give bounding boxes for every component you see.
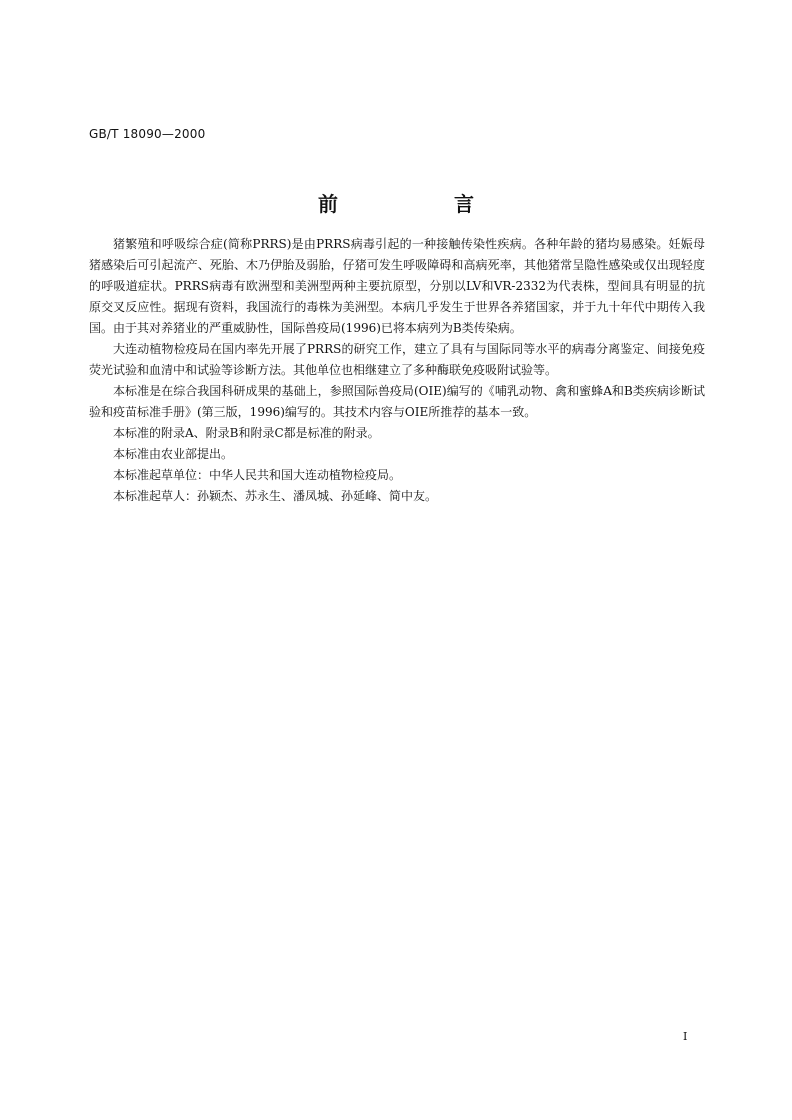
paragraph-2: 大连动植物检疫局在国内率先开展了PRRS的研究工作，建立了具有与国际同等水平的病毒分离鉴定、间接免疫荧光试验和血清中和试验等诊断方法。其他单位也相继建立了多种酶联免疫吸附试验等。: [89, 342, 705, 377]
paragraph-1: 猪繁殖和呼吸综合症(简称PRRS)是由PRRS病毒引起的一种接触传染性疾病。各种年龄的猪均易感染。妊娠母猪感染后可引起流产、死胎、木乃伊胎及弱胎，仔猪可发生呼吸障碍和高病死率，其他猪常呈隐性感染或仅出现轻度的呼吸道症状。PRRS病毒有欧洲型和美洲型两种主要抗原型，分别以LV和VR-2332为代表株，型间具有明显的抗原交叉反应性。据现有资料，我国流行的毒株为美洲型。本病几乎发生于世界各养猪国家，并于九十年代中期传入我国。由于其对养猪业的严重威胁性，国际兽疫局(1996)已将本病列为B类传染病。: [89, 237, 705, 335]
paragraph-5: 本标准由农业部提出。: [113, 447, 234, 461]
standard-code: GB/T 18090—2000: [89, 127, 206, 141]
foreword-body: [89, 234, 705, 507]
page-title: 前 言: [318, 192, 522, 216]
paragraph-6: 本标准起草单位：中华人民共和国大连动植物检疫局。: [113, 468, 402, 482]
page-number: I: [683, 1030, 688, 1043]
paragraph-3: 本标准是在综合我国科研成果的基础上，参照国际兽疫局(OIE)编写的《哺乳动物、禽和蜜蜂A和B类疾病诊断试验和疫苗标准手册》(第三版，1996)编写的。其技术内容与OIE所推荐的基本一致。: [89, 384, 705, 419]
paragraph-4: 本标准的附录A、附录B和附录C都是标准的附录。: [113, 426, 380, 440]
paragraph-7: 本标准起草人：孙颖杰、苏永生、潘凤城、孙延峰、简中友。: [113, 489, 438, 503]
